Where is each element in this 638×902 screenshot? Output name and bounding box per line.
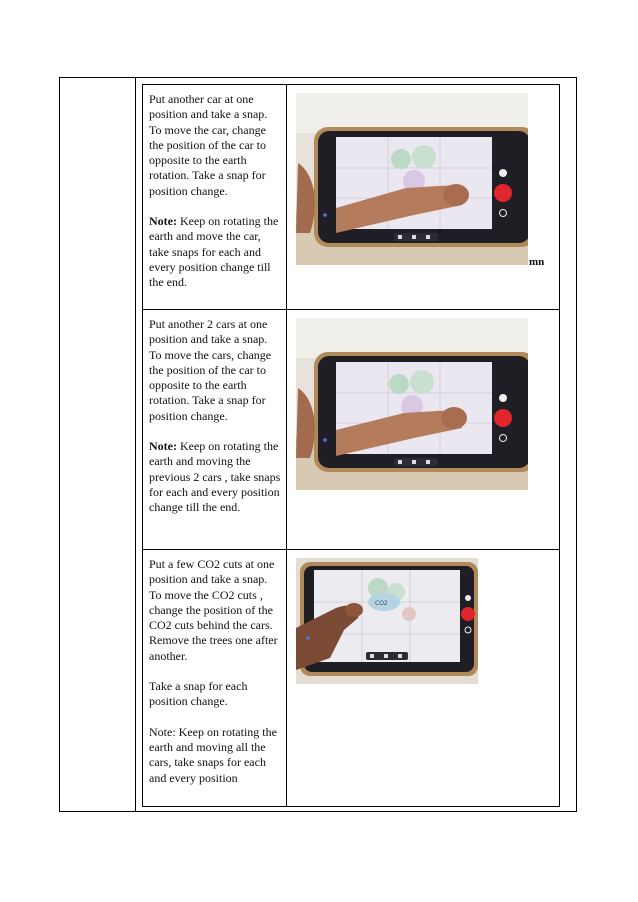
- note-text: Note: Keep on rotating the earth and moving all the cars, take snaps for each and every position: [149, 724, 277, 785]
- note-label: Note:: [149, 214, 177, 229]
- note-label: Note:: [149, 439, 177, 454]
- note-body: Keep on rotating the earth and moving the previous 2 cars , take snaps for each and every position change till the end.: [149, 439, 281, 515]
- note-text: [149, 439, 282, 515]
- stray-text: mn: [529, 256, 545, 268]
- table-row: [143, 85, 559, 310]
- co2-label: CO2: [375, 600, 388, 607]
- inner-table: [142, 84, 560, 807]
- instruction-cell: [143, 550, 287, 806]
- instruction-text-2: Take a snap for each position change.: [149, 679, 248, 709]
- phone-capture-photo-1: [296, 93, 528, 265]
- phone-capture-photo-3: [296, 558, 478, 684]
- left-empty-column: [60, 78, 136, 811]
- phone-capture-photo-2: [296, 318, 528, 490]
- note-body: Keep on rotating the earth and move the car, take snaps for each and every position change till the end.: [149, 214, 279, 290]
- table-row: [143, 310, 559, 550]
- instruction-cell: [143, 85, 287, 309]
- note-text: [149, 214, 282, 290]
- table-row: [143, 550, 559, 806]
- outer-table: [59, 77, 577, 812]
- instruction-text: Put another 2 cars at one position and take a snap. To move the cars, change the position of the car to opposite to the earth rotation. Take a snap for position change.: [149, 317, 272, 423]
- instruction-text: Put another car at one position and take a snap. To move the car, change the position of the car to opposite to the earth rotation. Take a snap for position change.: [149, 92, 268, 198]
- instruction-text: Put a few CO2 cuts at one position and take a snap. To move the CO2 cuts , change the position of the CO2 cuts behind the cars. Remove the trees one after another.: [149, 557, 278, 663]
- instruction-cell: [143, 310, 287, 549]
